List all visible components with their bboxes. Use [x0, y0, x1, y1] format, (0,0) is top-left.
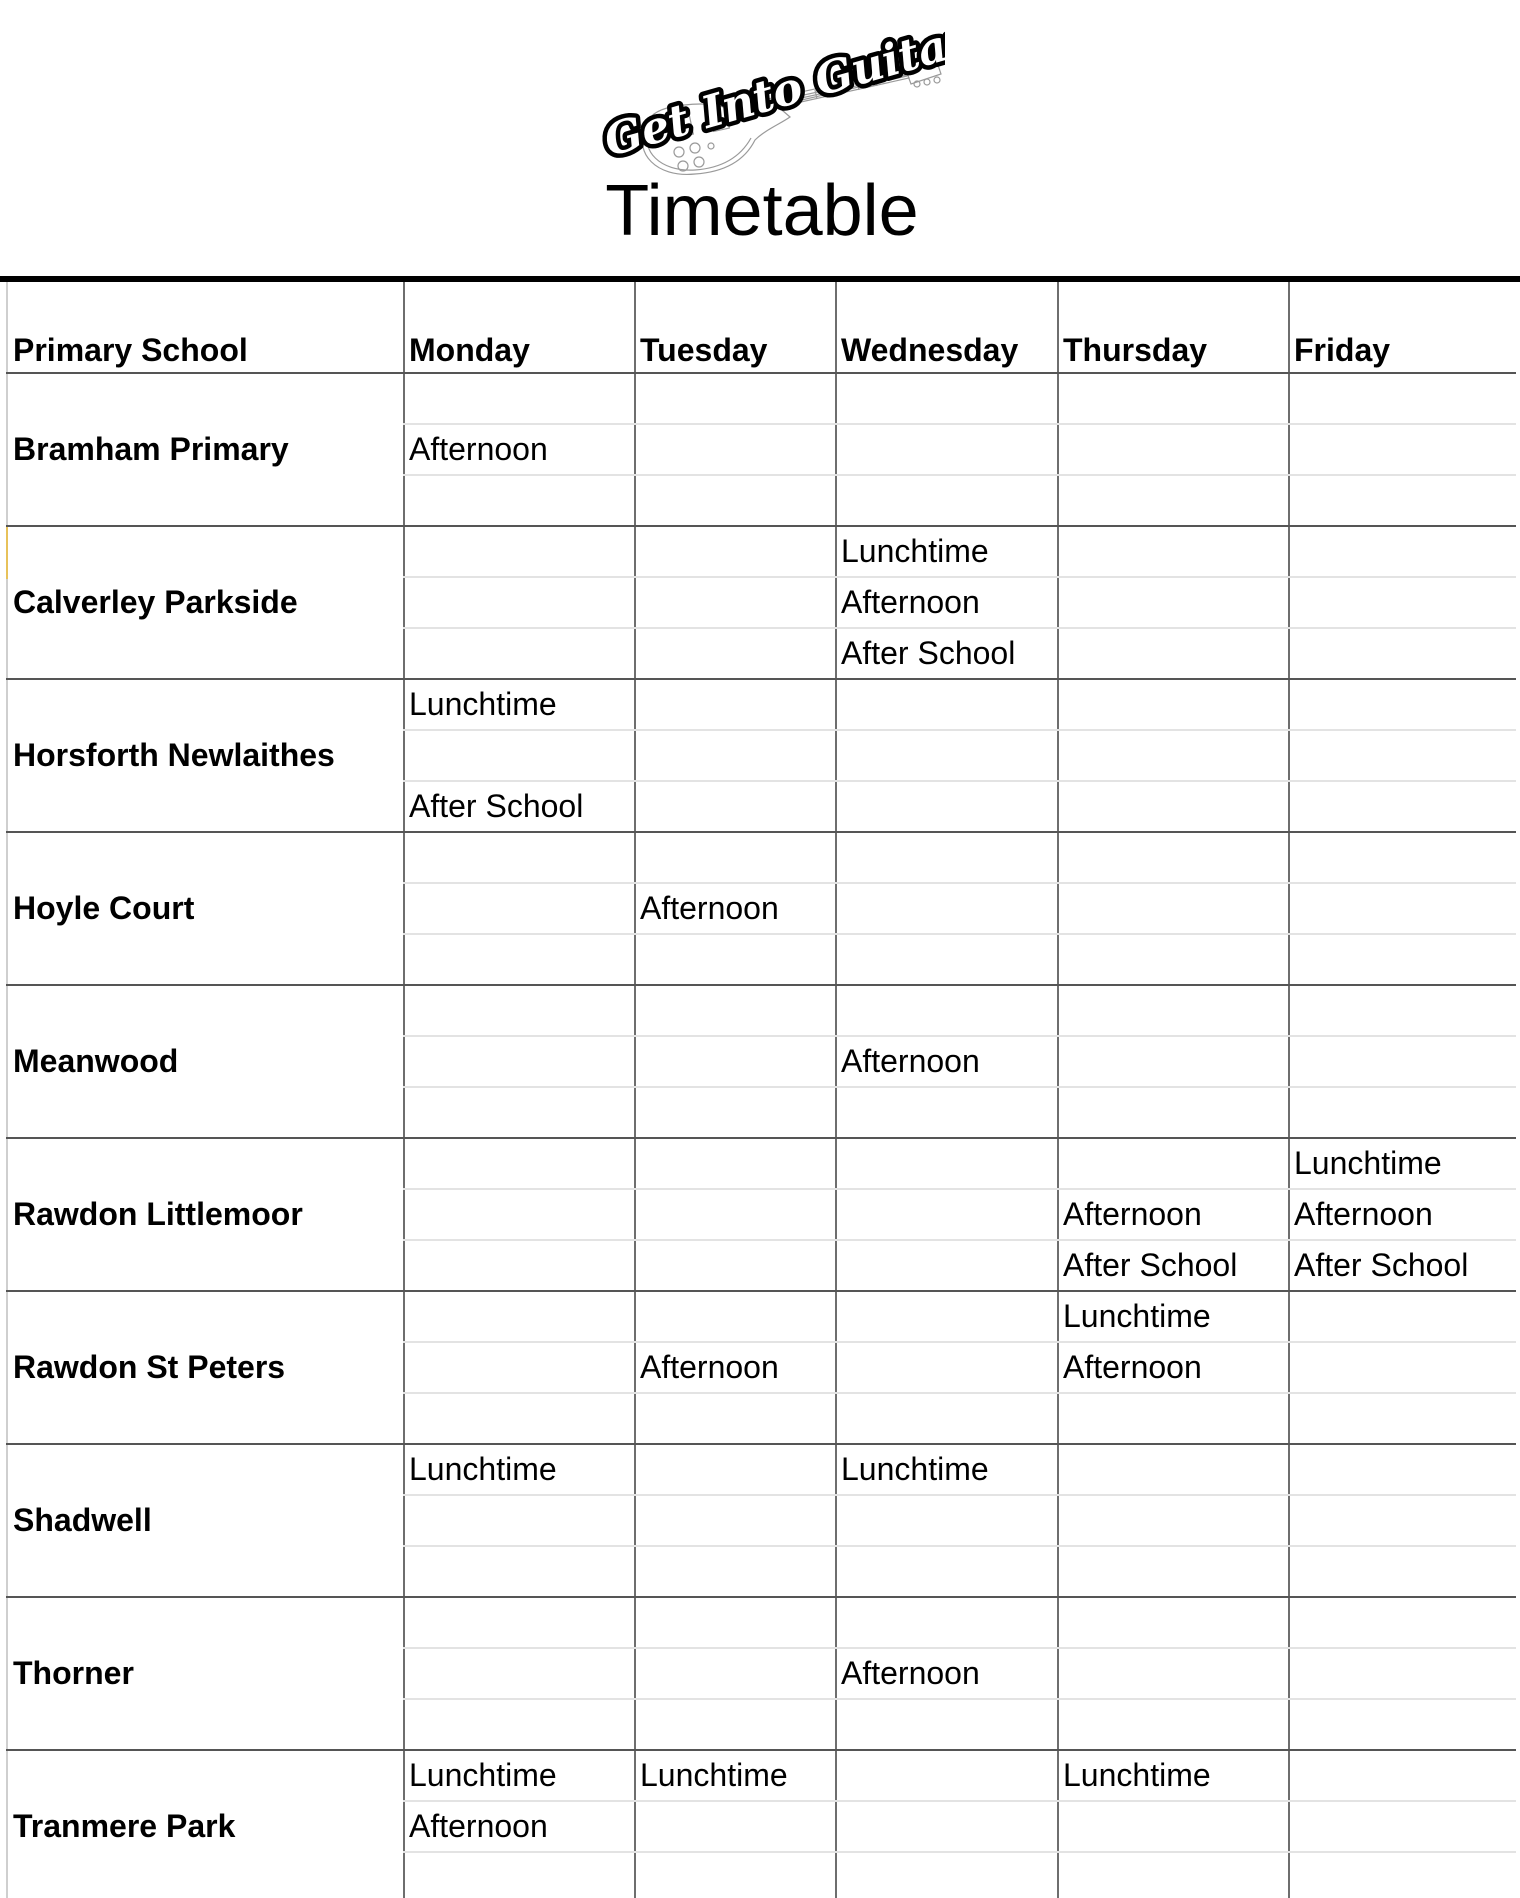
session-cell: Lunchtime: [409, 1757, 557, 1793]
session-cell: Afternoon: [640, 890, 779, 926]
row-divider: [6, 525, 1516, 527]
session-cell: Lunchtime: [841, 533, 989, 569]
school-name: Meanwood: [13, 1043, 179, 1079]
school-name: Tranmere Park: [13, 1808, 236, 1844]
slot-divider: [403, 882, 1516, 884]
school-name: Bramham Primary: [13, 431, 289, 467]
session-cell: After School: [1294, 1247, 1469, 1283]
slot-divider: [403, 1392, 1516, 1394]
session-cell: Afternoon: [1063, 1349, 1202, 1385]
session-cell: Afternoon: [409, 1808, 548, 1844]
header-primary-school: Primary School: [13, 332, 248, 368]
school-name: Shadwell: [13, 1502, 152, 1538]
row-divider: [6, 678, 1516, 680]
session-cell: Lunchtime: [1063, 1298, 1211, 1334]
logo-text: Get Into Guitar: [598, 13, 945, 167]
header-monday: Monday: [409, 332, 530, 368]
slot-divider: [403, 1800, 1516, 1802]
header-thursday: Thursday: [1063, 332, 1208, 368]
session-cell: Afternoon: [841, 1043, 980, 1079]
header-divider: [6, 372, 1516, 374]
school-name: Hoyle Court: [13, 890, 195, 926]
session-cell: Afternoon: [640, 1349, 779, 1385]
session-cell: Afternoon: [1063, 1196, 1202, 1232]
slot-divider: [403, 474, 1516, 476]
page-title: [0, 166, 1520, 256]
session-cell: Afternoon: [1294, 1196, 1433, 1232]
selection-marker: [6, 527, 8, 579]
school-name: Rawdon Littlemoor: [13, 1196, 303, 1232]
session-cell: Lunchtime: [841, 1451, 989, 1487]
session-cell: After School: [1063, 1247, 1238, 1283]
electric-guitar-icon: [575, 12, 945, 180]
header-wednesday: Wednesday: [841, 332, 1019, 368]
session-cell: Lunchtime: [409, 686, 557, 722]
row-divider: [6, 1596, 1516, 1598]
header-tuesday: Tuesday: [640, 332, 768, 368]
slot-divider: [403, 1341, 1516, 1343]
session-cell: Afternoon: [841, 584, 980, 620]
title-text: Timetable: [605, 171, 919, 251]
school-name: Rawdon St Peters: [13, 1349, 286, 1385]
session-cell: After School: [409, 788, 584, 824]
session-cell: Lunchtime: [640, 1757, 788, 1793]
session-cell: Lunchtime: [1063, 1757, 1211, 1793]
row-divider: [6, 1137, 1516, 1139]
get-into-guitar-logo: [575, 12, 945, 180]
session-cell: Lunchtime: [1294, 1145, 1442, 1181]
row-divider: [6, 1443, 1516, 1445]
header-friday: Friday: [1294, 332, 1391, 368]
row-divider: [6, 831, 1516, 833]
row-divider: [6, 984, 1516, 986]
slot-divider: [403, 423, 1516, 425]
session-cell: Lunchtime: [409, 1451, 557, 1487]
session-cell: Afternoon: [409, 431, 548, 467]
title-divider: [0, 276, 1520, 282]
slot-divider: [403, 1851, 1516, 1853]
session-cell: Afternoon: [841, 1655, 980, 1691]
row-divider: [6, 1290, 1516, 1292]
session-cell: After School: [841, 635, 1016, 671]
school-name: Thorner: [13, 1655, 134, 1691]
slot-divider: [403, 1545, 1516, 1547]
slot-divider: [403, 933, 1516, 935]
school-name: Horsforth Newlaithes: [13, 737, 335, 773]
slot-divider: [403, 729, 1516, 731]
school-name: Calverley Parkside: [13, 584, 298, 620]
